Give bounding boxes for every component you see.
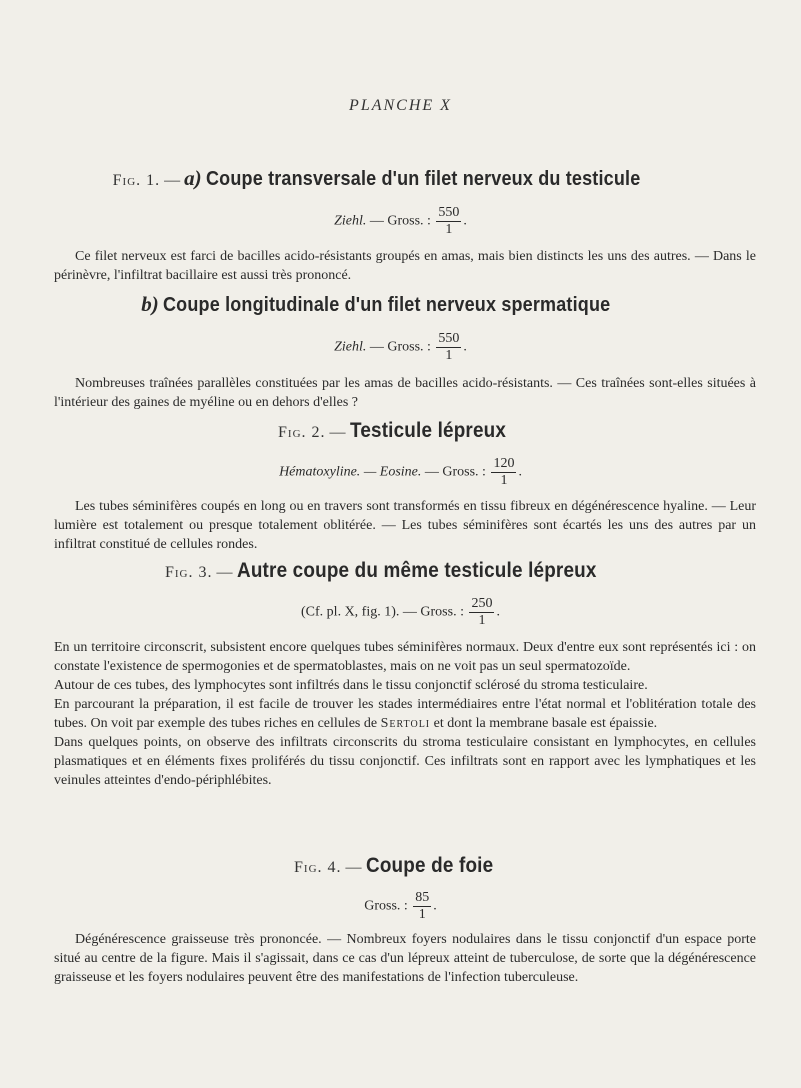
fig2-mag-den: 1 xyxy=(500,473,508,488)
fig4-text: Dégénérescence graisseuse très prononcée. — Nombreux foyers nodulaires dans le tissu conjonctif d'un espace porte situé au centre de la figure. Mais il s'agissait, dans ce cas d'un lépreux atteint de tuberculose, de sorte que la dégénérescence graisseuse et les foyers nodulaires peuvent être des manifestations de l'infection tuberculeuse. xyxy=(54,932,756,985)
fig1b-letter: b) xyxy=(141,292,159,316)
fig4-magnification: Gross. : $\frac{85}{1}$ . xyxy=(364,890,437,922)
fig1b-mag-den: 1 xyxy=(445,348,453,363)
fig2-title: Testicule lépreux xyxy=(349,419,506,442)
fig1a-mag-fraction xyxy=(436,206,461,237)
fig1b-mag-num: 550 xyxy=(438,331,460,346)
fig4-mag-fraction xyxy=(413,891,431,922)
fig2-text: Les tubes séminifères coupés en long ou en travers sont transformés en tissu fibreux en dégénérescence hyaline. — Leur lumière est totalement ou presque totalement oblitérée. — Les tubes séminifères sont écartés les uns des autres par un infiltrat constitué de cellules rondes. xyxy=(54,499,756,552)
fig2-mag-num: 120 xyxy=(493,456,515,471)
fig1b-text: Nombreuses traînées parallèles constituées par les amas de bacilles acido-résistants. — Ces traînées sont-elles situées à l'intérieur des gaines de myéline ou en dehors d'elles ? xyxy=(54,376,756,410)
fig1-dash: — xyxy=(164,172,181,189)
fig3-label: Fig. 3. xyxy=(164,564,213,581)
fig2-description xyxy=(54,497,756,554)
fig1-label: Fig. 1. xyxy=(112,172,161,189)
fig1a-mag-den: 1 xyxy=(445,222,453,237)
fig1b-title: Coupe longitudinale d'un filet nerveux spermatique xyxy=(162,294,611,316)
fig2-dash: — xyxy=(329,424,346,441)
fig1a-magnification: Ziehl. — Gross. : $\frac{550}{1}$ . xyxy=(334,205,467,237)
plate-title: PLANCHE X xyxy=(349,97,452,114)
fig2-heading xyxy=(0,419,801,443)
fig3-paragraph-4: Dans quelques points, on observe des infiltrats circonscrits du stroma testiculaire consistant en lymphocytes, en cellules plasmatiques et en éléments fixes proliférés du tissu conjonctif. Ces infiltrats sont en rapport avec les lymphatiques et les veinules atteintes d'endo-périphlébites. xyxy=(54,735,756,788)
fig3-paragraph-2: Autour de ces tubes, des lymphocytes sont infiltrés dans le tissu conjonctif sclérosé du stroma testiculaire. xyxy=(54,678,648,693)
fig3-title: Autre coupe du même testicule lépreux xyxy=(236,559,597,582)
fig1a-description xyxy=(54,247,756,285)
fig4-mag-den: 1 xyxy=(418,907,426,922)
fig3-paragraph-1: En un territoire circonscrit, subsistent encore quelques tubes séminifères normaux. Deux d'entre eux sont représentés ici : on constate l'existence de spermogonies et de spermatoblastes, mais on ne voit pas un seul spermatozoïde. xyxy=(54,640,756,674)
fig1a-heading xyxy=(0,166,801,191)
fig3-paragraph-3-start: En parcourant la préparation, il est facile de trouver les stades intermédiaires entre l'état normal et l'oblitération totale des tubes. On voit par exemple des tubes riches en cellules de xyxy=(54,697,756,731)
fig3-paragraph-3 xyxy=(54,695,756,733)
fig3-mag-den: 1 xyxy=(478,613,486,628)
fig1a-stain: Ziehl. xyxy=(334,213,367,229)
fig4-dash: — xyxy=(345,859,362,876)
fig4-heading xyxy=(0,854,801,878)
fig3-mag-fraction xyxy=(469,597,494,628)
fig2-label: Fig. 2. xyxy=(278,424,326,441)
fig3-mag-num: 250 xyxy=(471,596,493,611)
fig4-title: Coupe de foie xyxy=(365,854,493,877)
fig4-mag-num: 85 xyxy=(415,890,430,905)
fig4-label: Fig. 4. xyxy=(294,859,342,876)
fig4-description xyxy=(54,930,756,987)
fig3-dash: — xyxy=(216,564,233,581)
fig2-magnification: Hématoxyline. — Eosine. — Gross. : $\frac{120}{1}$ . xyxy=(279,456,522,488)
fig1b-description xyxy=(54,374,756,412)
fig1a-title: Coupe transversale d'un filet nerveux du testicule xyxy=(205,168,641,190)
fig3-heading xyxy=(0,559,801,583)
fig3-sertoli-name: Sertoli xyxy=(380,716,431,731)
fig3-reference: (Cf. pl. X, fig. 1). xyxy=(301,604,400,620)
fig1a-text: Ce filet nerveux est farci de bacilles acido-résistants groupés en amas, mais bien distincts les uns des autres. — Dans le périnèvre, l'infiltrat bacillaire est aussi très prononcé. xyxy=(54,249,756,283)
fig1b-mag-fraction xyxy=(436,332,461,363)
fig1a-mag-num: 550 xyxy=(438,205,460,220)
fig2-stain-2: — Eosine. xyxy=(363,464,422,480)
fig2-gross-label: — Gross. : xyxy=(424,464,486,480)
fig2-mag-fraction xyxy=(491,457,516,488)
fig3-description xyxy=(54,638,756,790)
fig1b-gross-label: — Gross. : xyxy=(369,339,431,355)
fig1b-magnification: Ziehl. — Gross. : $\frac{550}{1}$ . xyxy=(334,331,467,363)
fig1b-heading xyxy=(0,292,801,317)
fig2-stain-1: Hématoxyline. xyxy=(279,464,361,480)
fig3-gross-label: — Gross. : xyxy=(402,604,464,620)
fig1a-gross-label: — Gross. : xyxy=(369,213,431,229)
fig3-magnification: (Cf. pl. X, fig. 1). — Gross. : $\frac{250}{1}$ . xyxy=(301,596,500,628)
fig4-gross-label: Gross. : xyxy=(364,898,408,914)
fig1b-stain: Ziehl. xyxy=(334,339,367,355)
fig3-paragraph-3-end: et dont la membrane basale est épaissie. xyxy=(433,716,658,731)
fig1a-letter: a) xyxy=(184,166,202,190)
